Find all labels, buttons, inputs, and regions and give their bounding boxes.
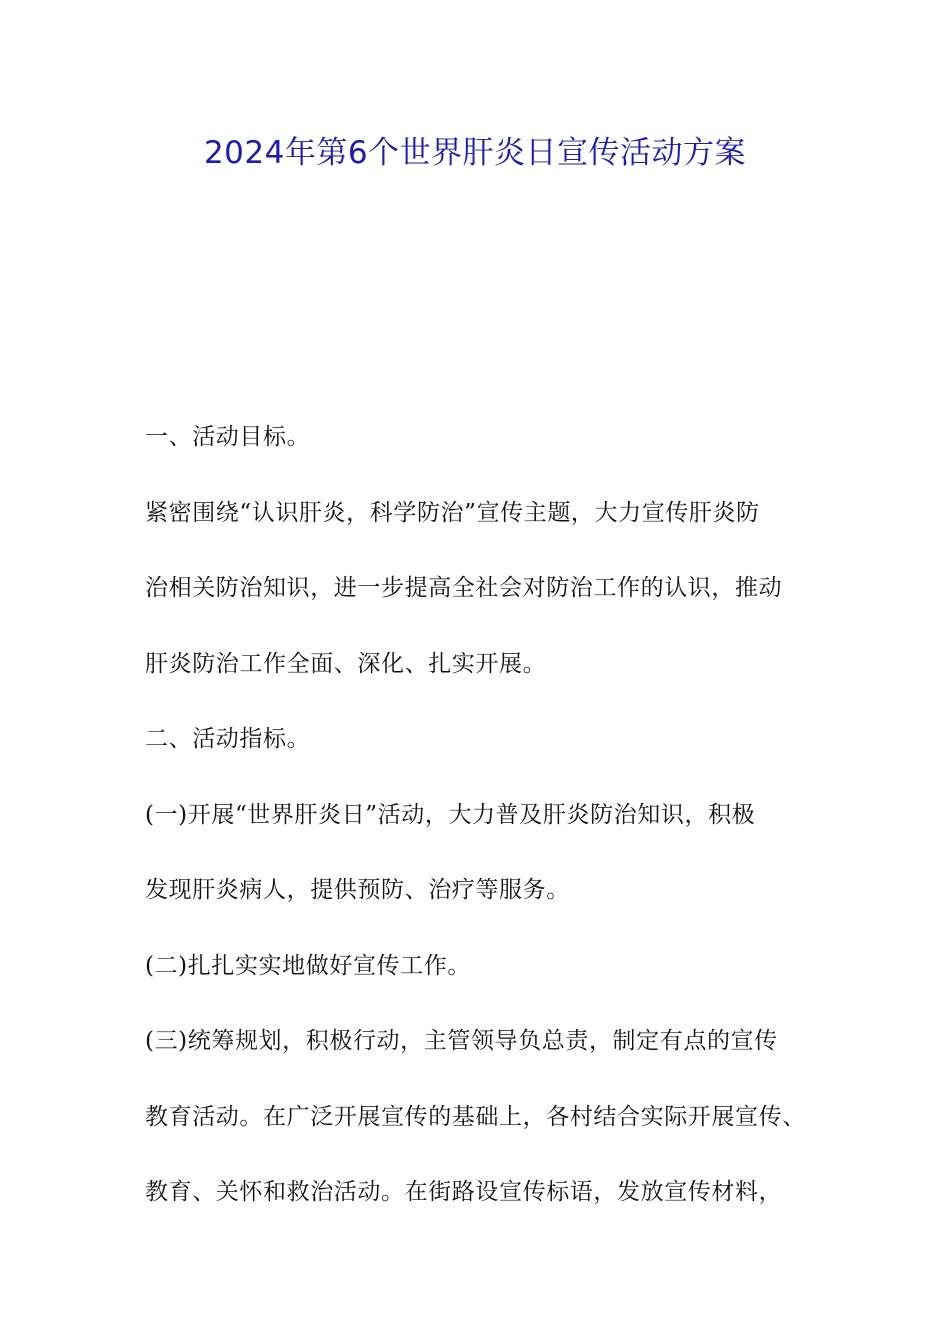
paragraph-line: 紧密围绕“认识肝炎，科学防治”宣传主题，大力宣传肝炎防 [145, 499, 760, 526]
paragraph-line: (三)统筹规划，积极行动，主管领导负总责，制定有点的宣传 [145, 1028, 778, 1054]
paragraph-line: 肝炎防治工作全面、深化、扎实开展。 [145, 650, 547, 677]
section-heading-indicators: 二、活动指标。 [145, 726, 311, 752]
paragraph-line: 发现肝炎病人，提供预防、治疗等服务。 [145, 877, 570, 903]
paragraph-line: (二)扎扎实实地做好宣传工作。 [145, 952, 471, 979]
section-heading-goals: 一、活动目标。 [145, 424, 311, 450]
document-body [145, 414, 825, 1245]
paragraph-line: 教育、关怀和救治活动。在街路设宣传标语，发放宣传材料， [145, 1179, 783, 1205]
paragraph-line: 治相关防治知识，进一步提高全社会对防治工作的认识，推动 [145, 575, 783, 601]
paragraph-line: (一)开展“世界肝炎日”活动，大力普及肝炎防治知识，积极 [145, 801, 756, 828]
document-title: 2024年第6个世界肝炎日宣传活动方案 [203, 135, 747, 171]
paragraph-line: 教育活动。在广泛开展宣传的基础上，各村结合实际开展宣传、 [145, 1103, 806, 1130]
